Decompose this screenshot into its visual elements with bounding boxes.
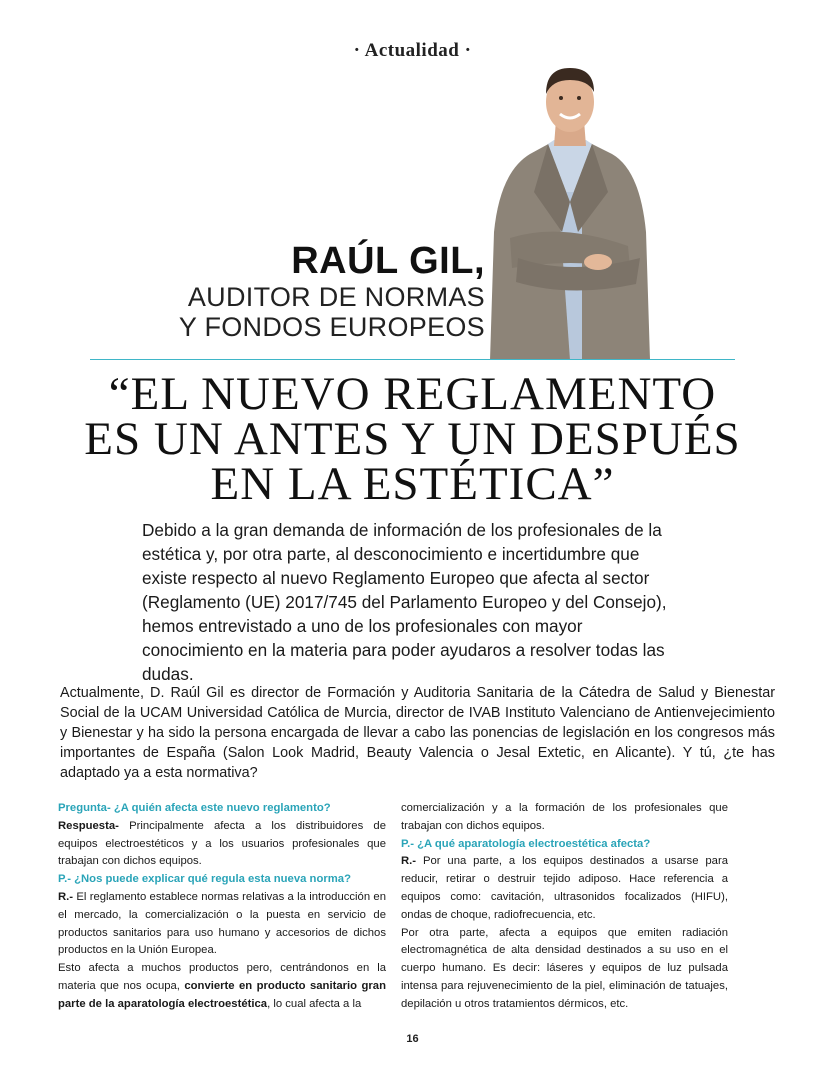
role-line-2: Y FONDOS EUROPEOS [178,312,485,342]
column-right [401,800,728,1014]
answer-label: R.- [401,855,417,868]
answer-text: Esto afecta a muchos productos pero, centrándonos en la materia que nos ocupa, [58,962,386,992]
answer-emphasis: convierte en producto sanitario gran parte de la aparatología electroestética [58,979,386,1010]
headline-line-2: ES UN ANTES Y UN DESPUÉS [84,413,741,465]
section-label: · Actualidad · [353,40,472,61]
answer-label: Respuesta- [58,819,119,832]
question-1: Pregunta- ¿A quién afecta este nuevo reglamento? [58,802,331,814]
answer-text: Por una parte, a los equipos destinados a usarse para reducir, retirar o destruir tejido adiposo. Hace referencia a equipos como: cavitación, ultrasonidos focalizados (HIFU), ondas de choque, radiofrecuencia, etc. [401,855,728,921]
profile-block [179,240,485,342]
answer-text: Principalmente afecta a los distribuidores de equipos electroestéticos y a los usuarios profesionales que trabajan con dichos equipos. [58,819,386,868]
portrait-photo [490,62,650,360]
person-name: RAÚL GIL, [291,240,485,282]
answer-2-continued [58,960,386,1013]
column-left [58,800,386,1014]
headline-line-1: “EL NUEVO REGLAMENTO [108,368,717,420]
question-3: P.- ¿A qué aparatología electroestética afecta? [401,837,651,850]
answer-label: R.- [58,890,74,903]
intro-paragraph: Debido a la gran demanda de información de los profesionales de la estética y, por otra parte, al desconocimiento e incertidumbre que existe respecto al nuevo Reglamento Europeo que afecta al sector (Reglamento (UE) 2017/745 del Parlamento Europeo y del Consejo), hemos entrevistado a uno de los profesionales con mayor conocimiento en la materia para poder ayudaros a resolver todas las dudas. [142,520,667,684]
headline-line-3: EN LA ESTÉTICA” [210,458,615,510]
answer-1 [58,818,386,871]
answer-3-continued: Por otra parte, afecta a equipos que emiten radiación electromagnética de alta densidad destinados a su uso en el cuerpo humano. Es decir: láseres y equipos de luz pulsada intensa para rejuvenecimiento de la piel, eliminación de tatuajes, depilación u otros tratamientos dérmicos, etc. [401,926,728,1010]
headline [40,368,785,510]
divider-line [90,359,735,360]
answer-2 [58,889,386,960]
role-line-1: AUDITOR DE NORMAS [187,282,485,312]
answer-2-overflow: comercialización y a la formación de los profesionales que trabajan con dichos equipos. [401,802,728,832]
page-number: 16 [406,1033,419,1045]
question-2: P.- ¿Nos puede explicar qué regula esta nueva norma? [58,873,351,886]
answer-text: , lo cual afecta a la [267,997,362,1010]
answer-3 [401,853,728,924]
answer-text: El reglamento establece normas relativas a la introducción en el mercado, la comercialización o la puesta en servicio de productos sanitarios para uso humano y accesorios de dichos productos en la Unión Europea. [58,890,386,957]
bio-paragraph: Actualmente, D. Raúl Gil es director de Formación y Auditoria Sanitaria de la Cátedra de Salud y Bienestar Social de la UCAM Universidad Católica de Murcia, director de IVAB Instituto Valenciano de Antienvejecimiento y Bienestar y ha sido la persona encargada de llevar a cabo las ponencias de legislación en los congresos más importantes de España (Salon Look Madrid, Beauty Valencia o Jesal Extetic, en Alicante). Y tú, ¿te has adaptado ya a esta normativa? [60,685,775,781]
